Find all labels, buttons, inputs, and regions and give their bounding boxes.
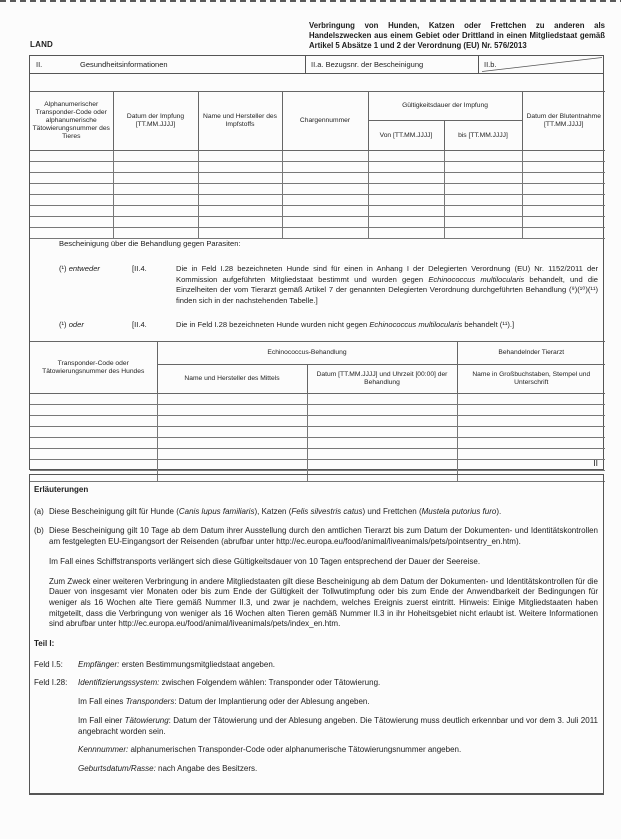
- empty-cell: [30, 460, 157, 471]
- either-text: Die in Feld I.28 bezeichneten Hunde sind für einen in Anhang I der Delegierten Verordnung (EU) Nr. 1152/2011 der Kommission aufgeführten Mitgliedstaat bestimmt und wurden gegen Echinococcus multilocularis behandelt, und die Einzelheiten der vom Tierarzt gemäß Artikel 7 der genannten Delegierten Verordnung durchgeführten Behandlung (⁹)(¹⁰)(¹¹) finden sich in der nachstehenden Tabelle.]: [176, 264, 599, 305]
- part-ii-page-marker: II: [593, 458, 598, 468]
- empty-cell: [522, 151, 605, 162]
- col-product-name: Name und Hersteller des Mittels: [157, 365, 307, 394]
- empty-cell: [522, 228, 605, 239]
- empty-cell: [113, 162, 198, 173]
- parasite-treatment-section: [30, 239, 603, 344]
- empty-cell: [457, 416, 605, 427]
- empty-cell: [444, 173, 522, 184]
- empty-cell: [30, 173, 113, 184]
- empty-cell: [368, 162, 444, 173]
- or-text: Die in Feld I.28 bezeichneten Hunde wurden nicht gegen Echinococcus multilocularis behandelt (¹¹).]: [176, 320, 515, 330]
- empty-cell: [282, 217, 368, 228]
- iib-label: II.b.: [484, 60, 497, 69]
- table-row: [30, 460, 605, 471]
- col-batch-number: Chargennummer: [282, 92, 368, 151]
- note-b-marker: (b): [34, 526, 44, 536]
- notes-heading: Erläuterungen: [34, 485, 89, 494]
- echinococcus-table-wrap: [30, 341, 605, 482]
- section-header-row: [30, 56, 603, 74]
- empty-cell: [282, 206, 368, 217]
- empty-cell: [444, 217, 522, 228]
- empty-cell: [157, 438, 307, 449]
- parasite-heading: Bescheinigung über die Behandlung gegen Parasiten:: [59, 239, 241, 248]
- empty-cell: [307, 438, 457, 449]
- perforation-cut-line: [0, 0, 621, 2]
- note-b-text: Diese Bescheinigung gilt 10 Tage ab dem Datum ihrer Ausstellung durch den amtlichen Tierarzt bis zum Datum der Dokumenten- und Identitätskontrollen am festgelegten EU-Eingangsort der Reisenden (abrufbar unter http://ec.europa.eu/food/animal/liveanimals/pets/pointsentry_en.htm).: [49, 526, 598, 547]
- group-validity-period: Gültigkeitsdauer der Impfung: [368, 92, 522, 121]
- empty-cell: [30, 449, 157, 460]
- empty-cell: [457, 449, 605, 460]
- iib-cell: [479, 56, 603, 73]
- field-label: [34, 764, 78, 775]
- table-row: [30, 217, 605, 228]
- field-note: [34, 660, 598, 671]
- field-label: [34, 716, 78, 737]
- empty-cell: [30, 405, 157, 416]
- empty-cell: [282, 162, 368, 173]
- note-item-a: [34, 507, 598, 518]
- empty-cell: [157, 416, 307, 427]
- empty-cell: [368, 228, 444, 239]
- certificate-box: [29, 55, 604, 470]
- col-vaccine-name: Name und Hersteller des Impfstoffs: [198, 92, 282, 151]
- empty-cell: [522, 162, 605, 173]
- empty-cell: [522, 217, 605, 228]
- empty-cell: [113, 217, 198, 228]
- empty-cell: [444, 195, 522, 206]
- col-treatment-datetime: Datum [TT.MM.JJJJ] und Uhrzeit [00:00] der Behandlung: [307, 365, 457, 394]
- section-number: II.: [36, 60, 43, 69]
- empty-cell: [457, 427, 605, 438]
- empty-cell: [368, 184, 444, 195]
- field-text: Im Fall eines Transponders: Datum der Implantierung oder der Ablesung angeben.: [78, 697, 370, 707]
- empty-cell: [198, 228, 282, 239]
- empty-cell: [368, 195, 444, 206]
- table-row: [30, 438, 605, 449]
- field-note: [34, 764, 598, 775]
- empty-cell: [522, 195, 605, 206]
- field-note: [34, 697, 598, 708]
- empty-cell: [198, 151, 282, 162]
- land-label: LAND: [30, 40, 54, 49]
- col-valid-to: bis [TT.MM.JJJJ]: [444, 121, 522, 151]
- empty-cell: [307, 405, 457, 416]
- empty-cell: [368, 151, 444, 162]
- table-row: [30, 427, 605, 438]
- empty-cell: [282, 173, 368, 184]
- field-note: [34, 678, 598, 689]
- table-row: [30, 162, 605, 173]
- empty-cell: [457, 438, 605, 449]
- table-row: [30, 151, 605, 162]
- group-treating-vet: Behandelnder Tierarzt: [457, 342, 605, 365]
- note-onward-movement: Zum Zweck einer weiteren Verbringung in andere Mitgliedstaaten gilt diese Bescheinigung ab dem Datum der Dokumenten- und Identitätskontrollen für die Dauer von insgesamt vier Monaten oder bis zum Ende der Gültigkeit der Tollwutimpfung oder bis zum Ende der Anwendbarkeit der Bedingungen für weniger als 16 Wochen alte Tiere gemäß Nummer II.3, und zwar je nachdem, welches Ereignis zuerst eintritt. Hinweis: Einige Mitgliedstaaten haben mitgeteilt, dass die Verbringung von weniger als 16 Wochen alten Tieren gemäß Nummer II.3 in ihr Hoheitsgebiet nicht erlaubt ist. Weitere Informationen sind abrufbar unter http://ec.europa.eu/food/animal/liveanimals/pets/index_en.htm.: [49, 576, 598, 629]
- empty-cell: [307, 460, 457, 471]
- field-text: Empfänger: ersten Bestimmungsmitgliedstaat angeben.: [78, 659, 275, 669]
- table-row: [30, 195, 605, 206]
- empty-cell: [282, 151, 368, 162]
- or-marker: (¹) oder: [59, 320, 84, 330]
- section-title: Gesundheitsinformationen: [80, 60, 168, 69]
- note-a-text: Diese Bescheinigung gilt für Hunde (Canis lupus familiaris), Katzen (Felis silvestris catus) und Frettchen (Mustela putorius furo).: [49, 506, 502, 516]
- or-clause: [30, 320, 603, 330]
- empty-cell: [157, 460, 307, 471]
- reference-number-cell: II.a. Bezugsnr. der Bescheinigung: [306, 56, 479, 73]
- field-text: Kennnummer: alphanumerischen Transponder-Code oder alphanumerische Tätowierungsnummer angeben.: [78, 745, 462, 755]
- empty-cell: [522, 184, 605, 195]
- empty-cell: [444, 151, 522, 162]
- empty-cell: [113, 173, 198, 184]
- empty-cell: [368, 206, 444, 217]
- document-title: Verbringung von Hunden, Katzen oder Frettchen zu anderen als Handelszwecken aus einem Gebiet oder Drittland in einen Mitgliedstaat gemäß Artikel 5 Absätze 1 und 2 der Verordnung (EU) Nr. 576/2013: [309, 21, 605, 50]
- echinococcus-table: [30, 341, 605, 482]
- empty-cell: [282, 195, 368, 206]
- empty-cell: [198, 217, 282, 228]
- col-vaccination-date: Datum der Impfung [TT.MM.JJJJ]: [113, 92, 198, 151]
- empty-cell: [157, 449, 307, 460]
- empty-cell: [113, 195, 198, 206]
- empty-cell: [444, 162, 522, 173]
- vaccination-table: [30, 91, 605, 239]
- field-text: Identifizierungssystem: zwischen Folgendem wählen: Transponder oder Tätowierung.: [78, 678, 381, 688]
- vaccination-table-wrap: [30, 91, 605, 239]
- field-text: Im Fall einer Tätowierung: Datum der Tätowierung und der Ablesung angeben. Die Tätowierung muss deutlich erkennbar und vor dem 3. Juli 2011 angebracht worden sein.: [78, 715, 598, 736]
- empty-cell: [30, 184, 113, 195]
- field-label: [34, 697, 78, 708]
- table-row: [30, 228, 605, 239]
- empty-cell: [444, 206, 522, 217]
- empty-cell: [307, 416, 457, 427]
- diagonal-strikethrough: [479, 56, 603, 73]
- either-marker: (¹) entweder: [59, 264, 100, 274]
- empty-cell: [522, 206, 605, 217]
- group-echinococcus-treatment: Echinococcus-Behandlung: [157, 342, 457, 365]
- table-row: [30, 405, 605, 416]
- empty-cell: [457, 460, 605, 471]
- part-i-heading: Teil I:: [34, 639, 55, 649]
- col-transponder-code: Alphanumerischer Transponder-Code oder alphanumerische Tätowierungsnummer des Tieres: [30, 92, 113, 151]
- empty-cell: [307, 449, 457, 460]
- table-row: [30, 449, 605, 460]
- table-row: [30, 173, 605, 184]
- empty-cell: [368, 173, 444, 184]
- empty-cell: [457, 394, 605, 405]
- empty-cell: [157, 427, 307, 438]
- field-label: Feld I.5:: [34, 659, 63, 669]
- field-text: Geburtsdatum/Rasse: nach Angabe des Besitzers.: [78, 763, 258, 773]
- empty-cell: [157, 394, 307, 405]
- empty-cell: [30, 416, 157, 427]
- section-ii-cell: [30, 56, 306, 73]
- empty-cell: [113, 151, 198, 162]
- empty-cell: [198, 173, 282, 184]
- empty-cell: [30, 162, 113, 173]
- empty-cell: [113, 184, 198, 195]
- empty-cell: [30, 151, 113, 162]
- empty-cell: [113, 206, 198, 217]
- empty-cell: [307, 394, 457, 405]
- field-note: [34, 745, 598, 756]
- empty-cell: [457, 405, 605, 416]
- col-vet-name-stamp: Name in Großbuchstaben, Stempel und Unterschrift: [457, 365, 605, 394]
- empty-cell: [198, 162, 282, 173]
- empty-cell: [198, 195, 282, 206]
- note-item-b: [34, 526, 598, 547]
- or-field-ref: [II.4.: [132, 320, 147, 330]
- empty-cell: [444, 184, 522, 195]
- col-blood-sample-date: Datum der Blutentnahme [TT.MM.JJJJ]: [522, 92, 605, 151]
- col-dog-transponder: Transponder-Code oder Tätowierungsnummer des Hundes: [30, 342, 157, 394]
- note-a-marker: (a): [34, 506, 44, 516]
- empty-cell: [30, 394, 157, 405]
- table-row: [30, 394, 605, 405]
- table-row: [30, 206, 605, 217]
- empty-cell: [30, 195, 113, 206]
- empty-cell: [30, 217, 113, 228]
- empty-cell: [522, 173, 605, 184]
- empty-cell: [30, 438, 157, 449]
- empty-cell: [282, 228, 368, 239]
- field-label: [34, 745, 78, 756]
- col-valid-from: Von [TT.MM.JJJJ]: [368, 121, 444, 151]
- empty-cell: [30, 228, 113, 239]
- empty-cell: [444, 228, 522, 239]
- empty-cell: [368, 217, 444, 228]
- empty-cell: [307, 427, 457, 438]
- field-note: [34, 716, 598, 737]
- empty-cell: [30, 206, 113, 217]
- empty-cell: [30, 427, 157, 438]
- table-row: [30, 184, 605, 195]
- table-row: [30, 416, 605, 427]
- empty-cell: [282, 184, 368, 195]
- empty-cell: [157, 405, 307, 416]
- either-clause: [30, 264, 603, 306]
- empty-cell: [198, 206, 282, 217]
- empty-cell: [113, 228, 198, 239]
- notes-box: [29, 474, 604, 795]
- either-field-ref: [II.4.: [132, 264, 147, 274]
- field-label: Feld I.28:: [34, 678, 68, 688]
- note-ship-transport: Im Fall eines Schiffstransports verlängert sich diese Gültigkeitsdauer von 10 Tagen entsprechend der Dauer der Seereise.: [49, 556, 481, 566]
- empty-cell: [198, 184, 282, 195]
